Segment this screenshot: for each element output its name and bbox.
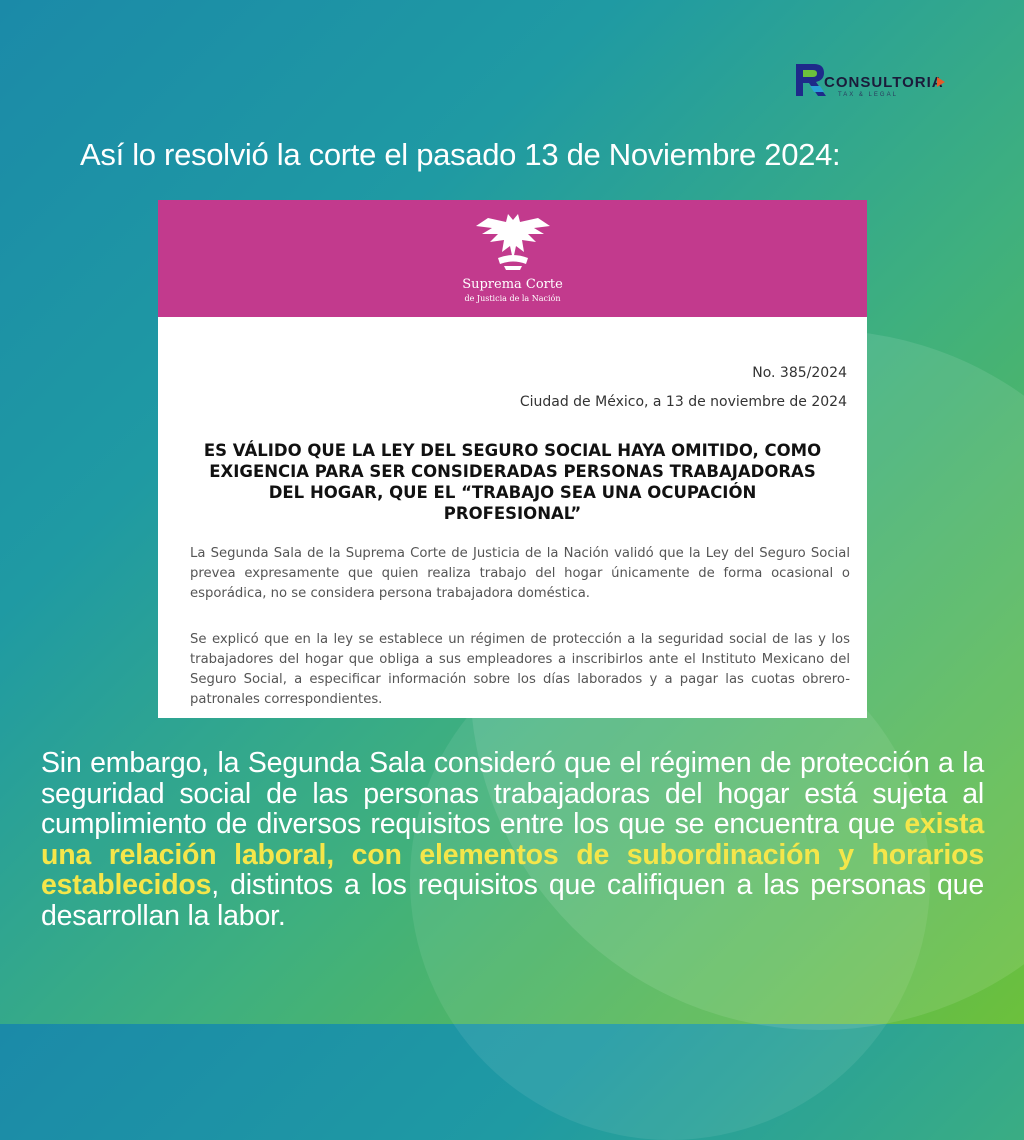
logo-accent xyxy=(937,77,945,87)
document-date: Ciudad de México, a 13 de noviembre de 2024 xyxy=(519,394,847,410)
headline: Así lo resolvió la corte el pasado 13 de Noviembre 2024: xyxy=(80,137,841,172)
body-text-start: Sin embargo, la Segunda Sala consideró que el régimen de protección a la seguridad social de las personas trabajadoras del hogar está sujeta al cumplimiento de diversos requisitos entre los que se encuentra que xyxy=(41,747,984,840)
consultoria-logo xyxy=(790,58,970,102)
document-number: No. 385/2024 xyxy=(752,365,847,381)
eagle-emblem-icon xyxy=(468,212,558,274)
document-paragraph: Se explicó que en la ley se establece un régimen de protección a la seguridad social de las y los trabajadores del hogar que obliga a sus empleadores a inscribirlos ante el Instituto Mexicano del Seguro Social, a especificar información sobre los días laborados y a pagar las cuotas obrero-patronales correspondientes. xyxy=(190,632,850,707)
press-release-image xyxy=(158,200,867,718)
body-text xyxy=(41,748,984,931)
body-highlight: exista una relación laboral, con elementos de subordinación y horarios establecidos xyxy=(41,808,984,901)
body-text-end: , distintos a los requisitos que califiquen a las personas que desarrollan la labor. xyxy=(41,869,984,932)
court-name: Suprema Corte xyxy=(462,277,563,292)
logo-name: CONSULTORIA xyxy=(824,74,944,91)
logo-tagline: TAX & LEGAL xyxy=(838,92,898,98)
document-paragraph: La Segunda Sala de la Suprema Corte de Justicia de la Nación validó que la Ley del Seguro Social prevea expresamente que quien realiza trabajo del hogar únicamente de forma ocasional o esporádica, no se considera persona trabajadora doméstica. xyxy=(190,546,850,601)
document-banner xyxy=(158,200,867,317)
document-title: ES VÁLIDO QUE LA LEY DEL SEGURO SOCIAL HAYA OMITIDO, COMO EXIGENCIA PARA SER CONSIDERADAS PERSONAS TRABAJADORAS DEL HOGAR, QUE EL “TRABAJO SEA UNA OCUPACIÓN PROFESIONAL” xyxy=(203,441,822,523)
court-subtitle: de Justicia de la Nación xyxy=(464,294,561,303)
